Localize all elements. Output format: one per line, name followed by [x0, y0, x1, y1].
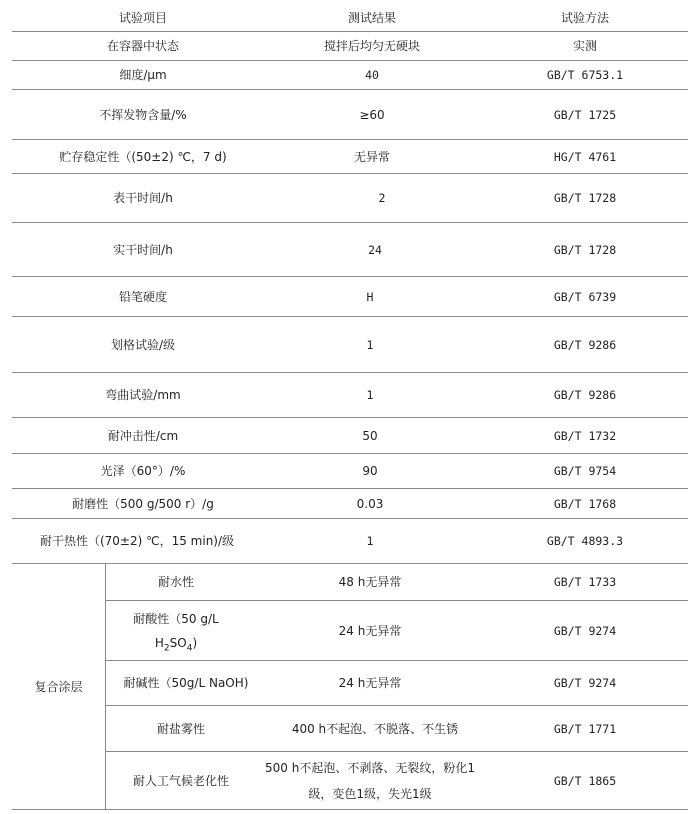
table-cell-method: GB/T 1771 [553, 721, 617, 736]
table-cell-method: 实测 [572, 39, 597, 53]
table-cell-method: GB/T 9286 [553, 337, 617, 352]
acid-formula-sub2: 2 [163, 642, 170, 653]
table-cell-method: GB/T 1728 [553, 191, 617, 205]
table-cell-method: GB/T 1865 [553, 773, 617, 788]
table-cell-item: 细度/μm [119, 68, 167, 82]
table-cell-method: GB/T 9274 [553, 623, 617, 638]
table-cell-result: 24 h无异常 [338, 623, 402, 638]
table-cell-method: GB/T 9274 [553, 676, 617, 690]
table-cell-method: HG/T 4761 [553, 149, 617, 164]
table-cell-item: 耐磨性（500 g/500 r）/g [72, 496, 214, 511]
table-cell-method: GB/T 1733 [553, 575, 617, 589]
table-cell-result: H [366, 289, 374, 304]
acid-formula-close: ) [192, 635, 198, 650]
table-cell-result: 48 h无异常 [338, 575, 402, 589]
table-cell-item: 耐冲击性/cm [107, 428, 179, 443]
acid-formula-h: H [154, 635, 164, 650]
table-cell-method: GB/T 1725 [553, 107, 617, 122]
table-cell-result: 2 [378, 191, 386, 205]
table-cell-result: 24 [368, 242, 382, 257]
acid-formula-so: SO [169, 635, 187, 650]
table-cell-result: 搅拌后均匀无硬块 [323, 39, 420, 53]
table-cell-item: 耐人工气候老化性 [132, 773, 229, 788]
table-cell-result: ≥60 [359, 107, 385, 122]
table-cell-item: 光泽（60°）/% [100, 464, 186, 478]
aging-result-line2: 级，变色1级，失光1级 [308, 786, 432, 801]
acid-formula-sub4: 4 [186, 642, 193, 653]
table-cell-result: 1 [366, 337, 374, 352]
table-cell-item: 耐盐雾性 [156, 721, 205, 736]
acid-item-line2 [155, 631, 197, 655]
table-cell-method: GB/T 6739 [553, 289, 617, 304]
table-cell-item: 划格试验/级 [110, 337, 176, 352]
table-cell-result: 1 [366, 534, 374, 548]
group-label: 复合涂层 [34, 679, 83, 694]
table-cell-result [252, 752, 488, 809]
table-cell-item: 不挥发物含量/% [99, 107, 187, 122]
table-rule [12, 809, 688, 810]
acid-item-line1: 耐酸性（50 g/L [133, 611, 219, 626]
table-cell-method: GB/T 1728 [553, 242, 617, 257]
table-cell-method: GB/T 9286 [553, 388, 617, 402]
table-cell-item: 耐碱性（50g/L NaOH) [123, 676, 249, 690]
table-cell-item: 耐水性 [157, 575, 194, 589]
table-cell-result: 40 [365, 68, 379, 82]
table-cell-item: 实干时间/h [113, 242, 173, 257]
table-cell-item [106, 601, 246, 660]
table-cell-item: 铅笔硬度 [118, 289, 167, 304]
table-cell-result: 90 [362, 464, 378, 478]
table-cell-result: 50 [362, 428, 378, 443]
table-cell-method: GB/T 1732 [553, 428, 617, 443]
header-test-result: 测试结果 [347, 11, 396, 25]
table-cell-item: 表干时间/h [113, 191, 173, 205]
header-test-item: 试验项目 [118, 11, 167, 25]
table-cell-result: 0.03 [356, 496, 384, 511]
table-cell-method: GB/T 1768 [553, 496, 617, 511]
table-cell-result: 400 h不起泡、不脱落、不生锈 [291, 721, 459, 736]
header-test-method: 试验方法 [560, 11, 609, 25]
table-cell-result: 无异常 [353, 149, 390, 164]
aging-result-line1: 500 h不起泡、不剥落、无裂纹，粉化1 [265, 760, 475, 775]
table-cell-item: 耐干热性（(70±2) ℃，15 min)/级 [39, 534, 235, 548]
table-cell-method: GB/T 6753.1 [546, 68, 624, 82]
table-cell-result: 24 h无异常 [338, 676, 402, 690]
table-cell-item: 弯曲试验/mm [105, 388, 181, 402]
table-cell-item: 在容器中状态 [106, 39, 179, 53]
table-cell-result: 1 [366, 388, 374, 402]
table-cell-method: GB/T 9754 [553, 464, 617, 478]
table-cell-method: GB/T 4893.3 [546, 534, 624, 548]
table-cell-item: 贮存稳定性（(50±2) ℃，7 d) [59, 149, 227, 164]
